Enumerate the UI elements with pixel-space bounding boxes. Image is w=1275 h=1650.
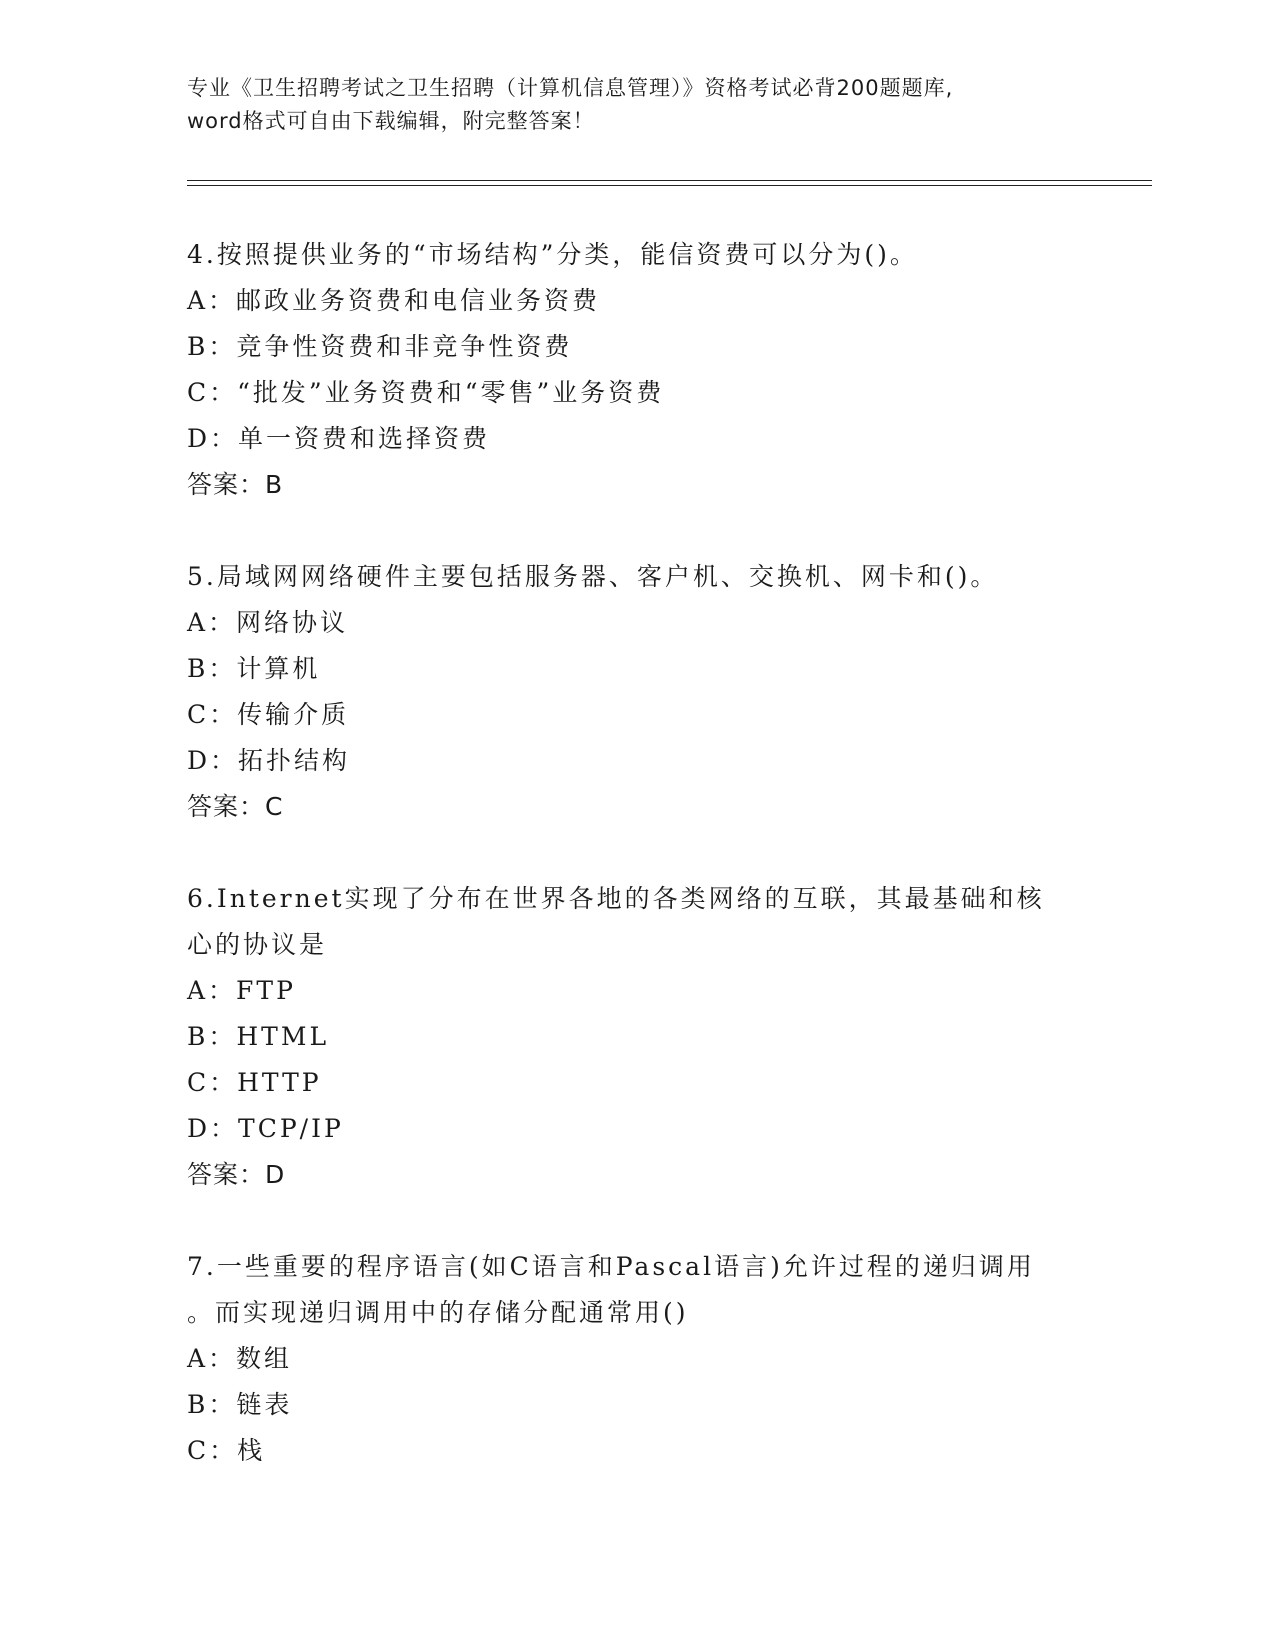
question-stem-line-1: 7.一些重要的程序语言(如C语言和Pascal语言)允许过程的递归调用 [187,1252,1035,1281]
option-b: B：链表 [187,1390,293,1419]
question-stem: 4.按照提供业务的“市场结构”分类，能信资费可以分为()。 [187,240,918,269]
header-divider-bottom [187,185,1152,186]
answer: 答案：D [187,1160,286,1189]
option-a: A：数组 [187,1344,293,1373]
option-d: D：拓扑结构 [187,746,351,775]
option-d: D：单一资费和选择资费 [187,424,491,453]
question-stem-line-2: 心的协议是 [187,930,328,959]
question-stem-line-1: 6.Internet实现了分布在世界各地的各类网络的互联，其最基础和核 [187,884,1045,913]
document-header [187,72,1087,138]
option-a: A：网络协议 [187,608,349,637]
answer: 答案：C [187,792,284,821]
option-c: C：“批发”业务资费和“零售”业务资费 [187,378,665,407]
question-7 [187,1244,1087,1474]
question-list [187,232,1087,1520]
question-stem: 5.局域网网络硬件主要包括服务器、客户机、交换机、网卡和()。 [187,562,999,591]
option-a: A：邮政业务资费和电信业务资费 [187,286,601,315]
header-line-2: word格式可自由下载编辑，附完整答案！ [187,109,595,133]
header-divider-top [187,180,1152,181]
question-6 [187,876,1087,1198]
option-b: B：HTML [187,1022,330,1051]
question-4 [187,232,1087,508]
question-stem-line-2: 。而实现递归调用中的存储分配通常用() [187,1298,689,1327]
option-c: C：传输介质 [187,700,350,729]
question-5 [187,554,1087,830]
option-d: D：TCP/IP [187,1114,344,1143]
option-c: C：HTTP [187,1068,322,1097]
option-c: C：栈 [187,1436,266,1465]
header-line-1: 专业《卫生招聘考试之卫生招聘（计算机信息管理）》资格考试必背200题题库, [187,76,954,100]
option-b: B：竞争性资费和非竞争性资费 [187,332,573,361]
option-a: A：FTP [187,976,296,1005]
option-b: B：计算机 [187,654,321,683]
answer: 答案：B [187,470,284,499]
